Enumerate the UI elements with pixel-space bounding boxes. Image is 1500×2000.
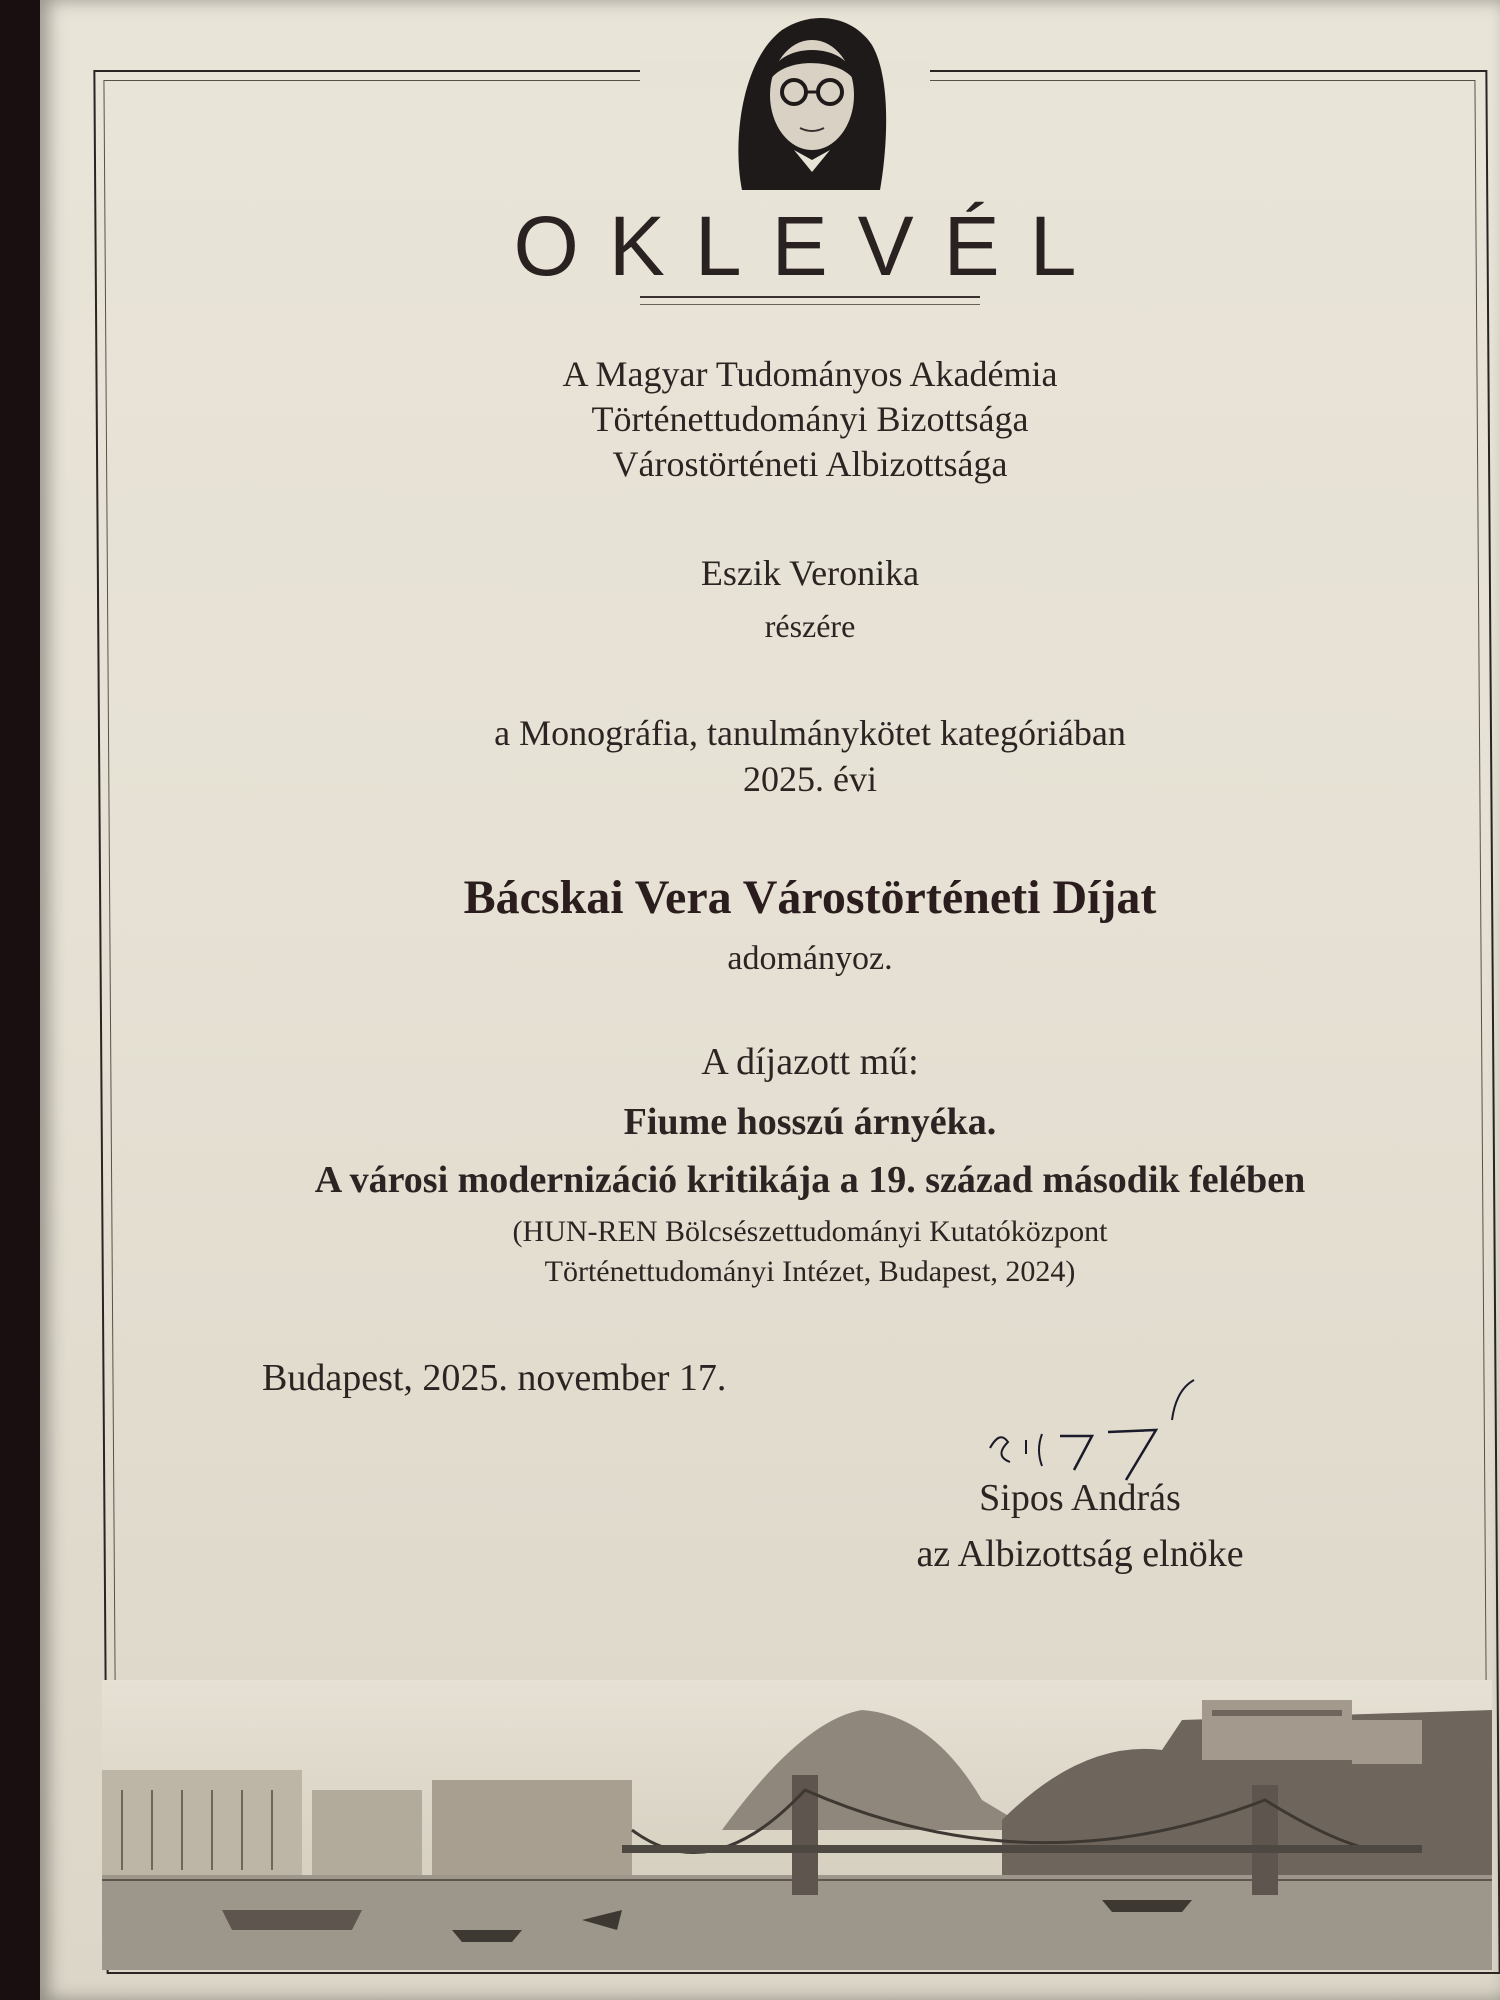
- issuer-line-3: Várostörténeti Albizottsága: [612, 444, 1008, 484]
- work-title-line-1: Fiume hosszú árnyéka.: [623, 1101, 997, 1143]
- category-block: [190, 710, 1430, 802]
- place-and-date: Budapest, 2025. november 17.: [262, 1357, 727, 1399]
- publisher-line-1: (HUN-REN Bölcsészettudományi Kutatóközpont: [512, 1215, 1108, 1248]
- diploma-title: OKLEVÉL: [513, 199, 1107, 293]
- signer-role: az Albizottság elnöke: [916, 1533, 1244, 1575]
- award-name: Bácskai Vera Várostörténeti Díjat: [463, 871, 1157, 924]
- signer-name: Sipos András: [979, 1477, 1181, 1519]
- category-line: a Monográfia, tanulmánykötet kategóriában: [494, 713, 1126, 753]
- issuer-block: [190, 352, 1430, 487]
- recipient-name: Eszik Veronika: [700, 553, 920, 593]
- title-underline: [640, 296, 980, 305]
- issuer-line-2: Történettudományi Bizottsága: [591, 399, 1029, 439]
- diploma-page: [40, 0, 1500, 2000]
- budapest-cityscape-engraving: [102, 1680, 1492, 1970]
- issuer-line-1: A Magyar Tudományos Akadémia: [562, 354, 1058, 394]
- award-verb: adományoz.: [727, 940, 893, 977]
- publisher-line-2: Történettudományi Intézet, Budapest, 2024): [544, 1255, 1076, 1288]
- recipient-suffix: részére: [764, 608, 856, 644]
- work-heading: A díjazott mű:: [701, 1041, 919, 1083]
- award-year: 2025. évi: [743, 759, 877, 799]
- portrait-illustration: [712, 0, 912, 200]
- work-title-line-2: A városi modernizáció kritikája a 19. század második felében: [314, 1159, 1306, 1201]
- publisher-block: [190, 1212, 1430, 1292]
- signer-block: [880, 1470, 1280, 1582]
